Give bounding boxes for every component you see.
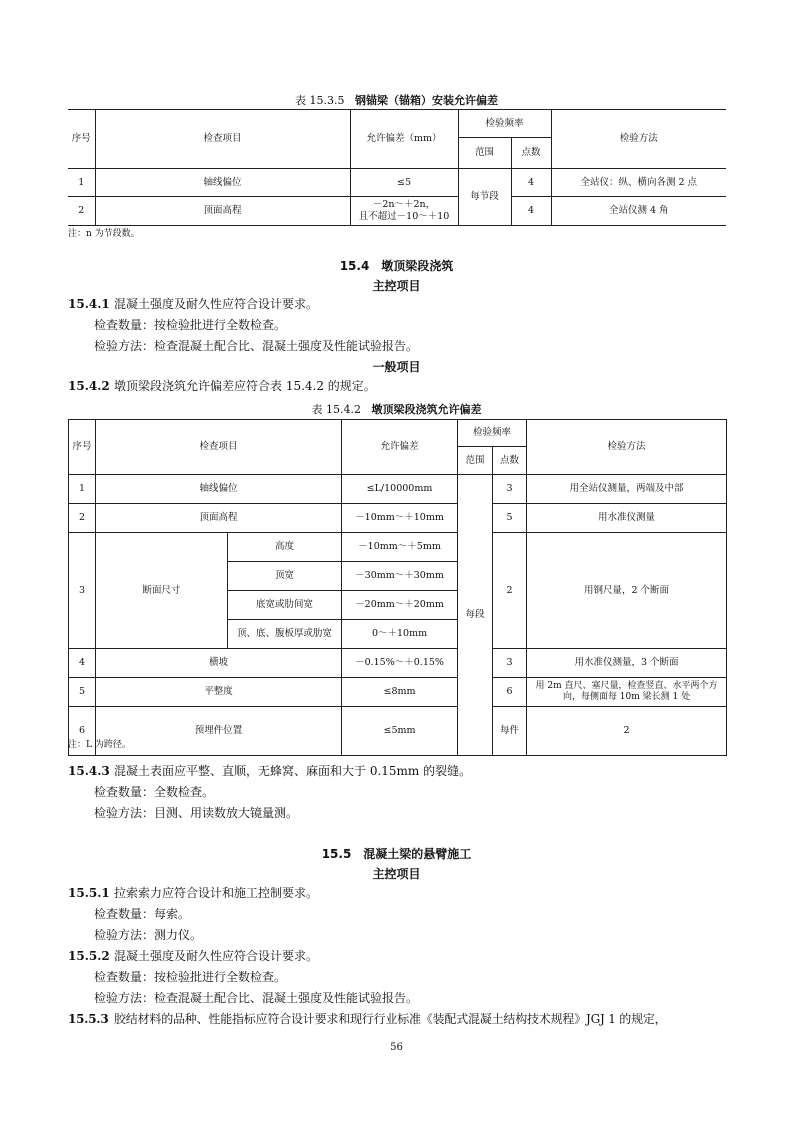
check-quantity: 检查数量：全数检查。 [94, 785, 215, 799]
clause-15-4-1 [68, 294, 318, 315]
cell-method: 用水准仪测量，3 个断面 [527, 649, 727, 678]
clause-number: 15.5.3 [68, 1012, 109, 1026]
cell-points: 6 [493, 678, 527, 707]
cell-points: 3 [493, 475, 527, 504]
cell-tolerance: ≤5 [350, 169, 458, 197]
clause-15-4-3 [68, 761, 471, 782]
header-no: 序号 [69, 420, 96, 475]
section-title-15-5: 15.5 混凝土梁的悬臂施工 [321, 847, 472, 861]
header-item: 检查项目 [95, 110, 350, 169]
cell-no: 1 [69, 475, 96, 504]
cell-method [527, 678, 727, 707]
table2-caption: 表 15.4.2 墩顶梁段浇筑允许偏差 [311, 403, 482, 416]
cell-tolerance: －30mm～＋30mm [342, 562, 458, 591]
check-quantity: 检查数量：每索。 [94, 907, 191, 921]
cell-item: 轴线偏位 [96, 475, 342, 504]
clause-text: 混凝土强度及耐久性应符合设计要求。 [114, 949, 319, 963]
check-method: 检验方法：检查混凝土配合比、混凝土强度及性能试验报告。 [94, 339, 419, 353]
table-row [69, 678, 727, 707]
cell-item: 预埋件位置 [96, 707, 342, 756]
cell-points: 5 [493, 504, 527, 533]
cell-tolerance: －10mm～＋5mm [342, 533, 458, 562]
section-title-15-4: 15.4 墩顶梁段浇筑 [339, 259, 454, 273]
clause-text: 胶结材料的品种、性能指标应符合设计要求和现行行业标准《装配式混凝土结构技术规程》JGJ 1 的规定， [114, 1012, 667, 1026]
cell-points: 2 [527, 707, 727, 756]
cell-tolerance: ≤8mm [342, 678, 458, 707]
table-row [69, 533, 727, 562]
clause-text: 混凝土强度及耐久性应符合设计要求。 [114, 297, 319, 311]
cell-no: 3 [69, 533, 96, 649]
cell-range: 每件 [493, 707, 527, 756]
cell-tolerance: ≤5mm [342, 707, 458, 756]
cell-points: 2 [493, 533, 527, 649]
header-frequency: 检验频率 [458, 420, 527, 447]
page-number: 56 [390, 1042, 403, 1053]
clause-15-4-2 [68, 376, 376, 397]
cell-item: 顶面高程 [95, 197, 350, 226]
table1-note: 注：n 为节段数。 [68, 229, 140, 239]
cell-method: 用全站仪测量，两端及中部 [527, 475, 727, 504]
main-items-heading: 主控项目 [372, 867, 421, 881]
tolerance-line-2: 且不超过－10～＋10 [358, 211, 450, 222]
cell-item: 横坡 [96, 649, 342, 678]
header-tolerance: 允许偏差 [342, 420, 458, 475]
clause-15-5-1 [68, 883, 318, 904]
clause-number: 15.4.2 [68, 379, 110, 393]
clause-number: 15.5.1 [68, 886, 110, 900]
header-item: 检查项目 [96, 420, 342, 475]
cell-no: 2 [69, 504, 96, 533]
cell-tolerance: ≤L/10000mm [342, 475, 458, 504]
cell-points: 4 [511, 197, 551, 226]
general-items-heading: 一般项目 [372, 360, 421, 374]
cell-no: 2 [68, 197, 95, 226]
clause-number: 15.4.1 [68, 297, 110, 311]
cell-method: 用水准仪测量 [527, 504, 727, 533]
table-15-3-5 [68, 109, 726, 226]
clause-text: 混凝土表面应平整、直顺，无蜂窝、麻面和大于 0.15mm 的裂缝。 [114, 764, 472, 778]
header-no: 序号 [68, 110, 95, 169]
cell-no: 6 [69, 707, 96, 756]
cell-method: 全站仪测 4 角 [551, 197, 726, 226]
cell-tolerance: －20mm～＋20mm [342, 591, 458, 620]
cell-no: 1 [68, 169, 95, 197]
table-15-4-2 [68, 419, 727, 756]
cell-tolerance [350, 197, 458, 226]
cell-no: 4 [69, 649, 96, 678]
cell-range: 每段 [458, 475, 493, 756]
table-row [69, 475, 727, 504]
cell-subitem: 高度 [228, 533, 342, 562]
cell-method: 全站仪：纵、横向各测 2 点 [551, 169, 726, 197]
header-tolerance: 允许偏差（mm） [350, 110, 458, 169]
table-row [69, 504, 727, 533]
cell-tolerance: －10mm～＋10mm [342, 504, 458, 533]
cell-subitem: 底宽或肋间宽 [228, 591, 342, 620]
clause-number: 15.5.2 [68, 949, 110, 963]
header-points: 点数 [493, 447, 527, 475]
header-frequency: 检验频率 [458, 110, 551, 138]
method-line-1: 用 2m 直尺、塞尺量，检查竖直、水平两个方 [535, 681, 718, 692]
check-quantity: 检查数量：按检验批进行全数检查。 [94, 318, 287, 332]
cell-method: 用钢尺量，2 个断面 [527, 533, 727, 649]
cell-subitem: 顶、底、腹板厚或肋宽 [228, 620, 342, 649]
cell-item: 断面尺寸 [96, 533, 228, 649]
table-row [69, 649, 727, 678]
cell-points: 4 [511, 169, 551, 197]
table1-caption: 表 15.3.5 钢锚梁（锚箱）安装允许偏差 [295, 94, 498, 107]
check-method: 检验方法：目测、用读数放大镜量测。 [94, 806, 299, 820]
cell-tolerance: 0～＋10mm [342, 620, 458, 649]
cell-tolerance: －0.15%～＋0.15% [342, 649, 458, 678]
clause-15-5-3 [68, 1009, 666, 1030]
check-method: 检验方法：测力仪。 [94, 928, 203, 942]
clause-15-5-2 [68, 946, 318, 967]
table-row [68, 169, 726, 197]
check-method: 检验方法：检查混凝土配合比、混凝土强度及性能试验报告。 [94, 991, 419, 1005]
table-row [69, 707, 727, 756]
header-range: 范围 [458, 447, 493, 475]
table2-note: 注：L 为跨径。 [68, 740, 131, 750]
cell-item: 顶面高程 [96, 504, 342, 533]
header-method: 检验方法 [527, 420, 727, 475]
check-quantity: 检查数量：按检验批进行全数检查。 [94, 970, 287, 984]
cell-item: 轴线偏位 [95, 169, 350, 197]
tolerance-line-1: －2n～＋2n， [372, 199, 436, 211]
clause-number: 15.4.3 [68, 764, 110, 778]
header-points: 点数 [511, 138, 551, 169]
cell-points: 3 [493, 649, 527, 678]
main-items-heading: 主控项目 [372, 279, 421, 293]
header-method: 检验方法 [551, 110, 726, 169]
clause-text: 墩顶梁段浇筑允许偏差应符合表 15.4.2 的规定。 [114, 379, 376, 393]
cell-item: 平整度 [96, 678, 342, 707]
cell-subitem: 顶宽 [228, 562, 342, 591]
table-row [68, 197, 726, 226]
clause-text: 拉索索力应符合设计和施工控制要求。 [114, 886, 319, 900]
method-line-2: 向，每侧面每 10m 梁长测 1 处 [562, 692, 691, 702]
cell-range: 每节段 [458, 169, 511, 226]
cell-no: 5 [69, 678, 96, 707]
header-range: 范围 [458, 138, 511, 169]
